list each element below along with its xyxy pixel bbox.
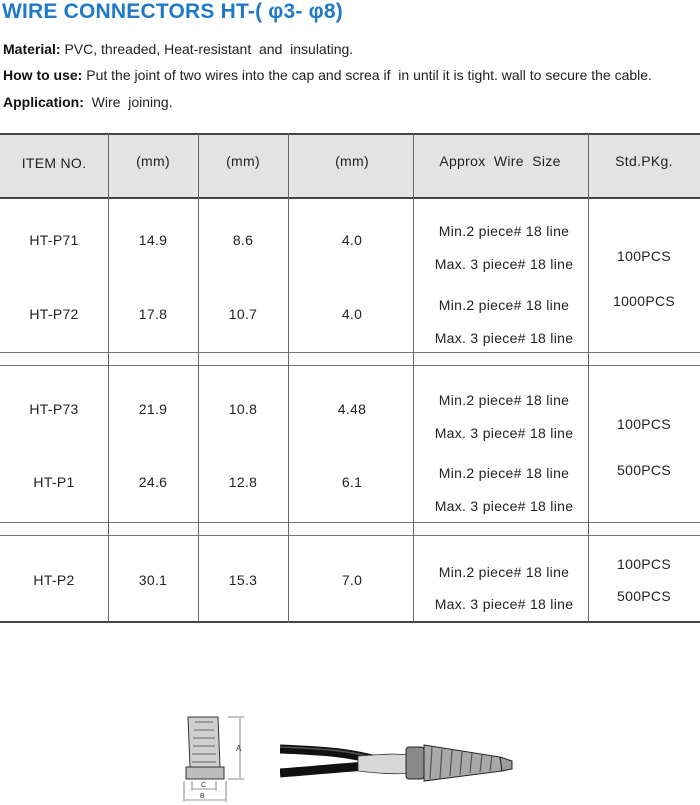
header-bottom-rule — [0, 197, 700, 199]
cell-pkg: 500PCS — [617, 462, 671, 478]
cell-pkg: 100PCS — [617, 248, 671, 264]
column-divider — [413, 133, 414, 623]
cell-wire-min: Min.2 piece# 18 line — [438, 223, 570, 239]
material-text: PVC, threaded, Heat-resistant and insulating. — [60, 41, 354, 57]
cell-pkg: 100PCS — [617, 556, 671, 572]
dimension-c-marker — [192, 781, 216, 791]
connector-product-illustration — [280, 725, 520, 795]
cell-a: 24.6 — [138, 474, 168, 490]
cell-c: 6.1 — [341, 474, 363, 490]
cell-wire-max: Max. 3 piece# 18 line — [434, 256, 574, 272]
cell-item: HT-P72 — [29, 306, 79, 322]
cell-a: 30.1 — [138, 572, 168, 588]
cell-item: HT-P71 — [29, 232, 79, 248]
cell-item: HT-P73 — [29, 401, 79, 417]
wire-pair — [280, 747, 412, 774]
cell-b: 8.6 — [232, 232, 254, 248]
application-line — [3, 94, 173, 110]
how-to-use-text: Put the joint of two wires into the cap and screa if in until it is tight. wall to secure the cable. — [82, 67, 652, 83]
connector-side-view — [186, 717, 224, 779]
cell-item: HT-P1 — [33, 474, 75, 490]
dimension-a-label: A — [236, 744, 242, 753]
header-mm-b: (mm) — [226, 153, 260, 169]
column-divider — [198, 133, 199, 623]
group-rule — [0, 522, 700, 523]
table-bottom-rule — [0, 621, 700, 623]
application-label: Application: — [3, 94, 84, 110]
cell-wire-max: Max. 3 piece# 18 line — [434, 330, 574, 346]
cell-wire-max: Max. 3 piece# 18 line — [434, 425, 574, 441]
cell-item: HT-P2 — [33, 572, 75, 588]
table-top-rule — [0, 133, 700, 135]
material-line — [3, 41, 353, 57]
cell-c: 4.0 — [341, 232, 363, 248]
group-rule — [0, 365, 700, 366]
cell-b: 10.8 — [228, 401, 258, 417]
header-wire-size: Approx Wire Size — [439, 153, 561, 169]
cell-b: 12.8 — [228, 474, 258, 490]
cell-pkg: 1000PCS — [612, 293, 676, 309]
cell-wire-min: Min.2 piece# 18 line — [438, 564, 570, 580]
header-item-no: ITEM NO. — [21, 155, 87, 171]
cell-c: 4.48 — [337, 401, 367, 417]
dimension-a-marker — [228, 717, 244, 779]
cell-a: 14.9 — [138, 232, 168, 248]
cell-b: 15.3 — [228, 572, 258, 588]
header-mm-a: (mm) — [136, 153, 170, 169]
column-divider — [288, 133, 289, 623]
application-text: Wire joining. — [83, 94, 173, 110]
cell-wire-min: Min.2 piece# 18 line — [438, 392, 570, 408]
cell-a: 21.9 — [138, 401, 168, 417]
group-rule — [0, 535, 700, 536]
spec-table — [0, 133, 700, 623]
cell-pkg: 500PCS — [617, 588, 671, 604]
cell-wire-min: Min.2 piece# 18 line — [438, 297, 570, 313]
dimension-b-label: B — [200, 793, 205, 800]
how-to-use-label: How to use: — [3, 67, 83, 83]
cell-wire-max: Max. 3 piece# 18 line — [434, 596, 574, 612]
dimension-c-label: C — [201, 782, 207, 789]
cell-b: 10.7 — [228, 306, 258, 322]
header-std-pkg: Std.PKg. — [615, 153, 673, 169]
cell-a: 17.8 — [138, 306, 168, 322]
cell-pkg: 100PCS — [617, 416, 671, 432]
column-divider — [588, 133, 589, 623]
cell-wire-min: Min.2 piece# 18 line — [438, 465, 570, 481]
material-label: Material: — [3, 41, 61, 57]
cell-c: 4.0 — [341, 306, 363, 322]
connector-dimension-diagram — [178, 712, 258, 805]
how-to-use-line — [3, 67, 652, 83]
header-mm-c: (mm) — [335, 153, 369, 169]
cell-wire-max: Max. 3 piece# 18 line — [434, 498, 574, 514]
connector-cap — [406, 745, 512, 781]
column-divider — [108, 133, 109, 623]
cell-c: 7.0 — [341, 572, 363, 588]
page-title: WIRE CONNECTORS HT-( φ3- φ8) — [2, 0, 343, 23]
group-rule — [0, 352, 700, 353]
